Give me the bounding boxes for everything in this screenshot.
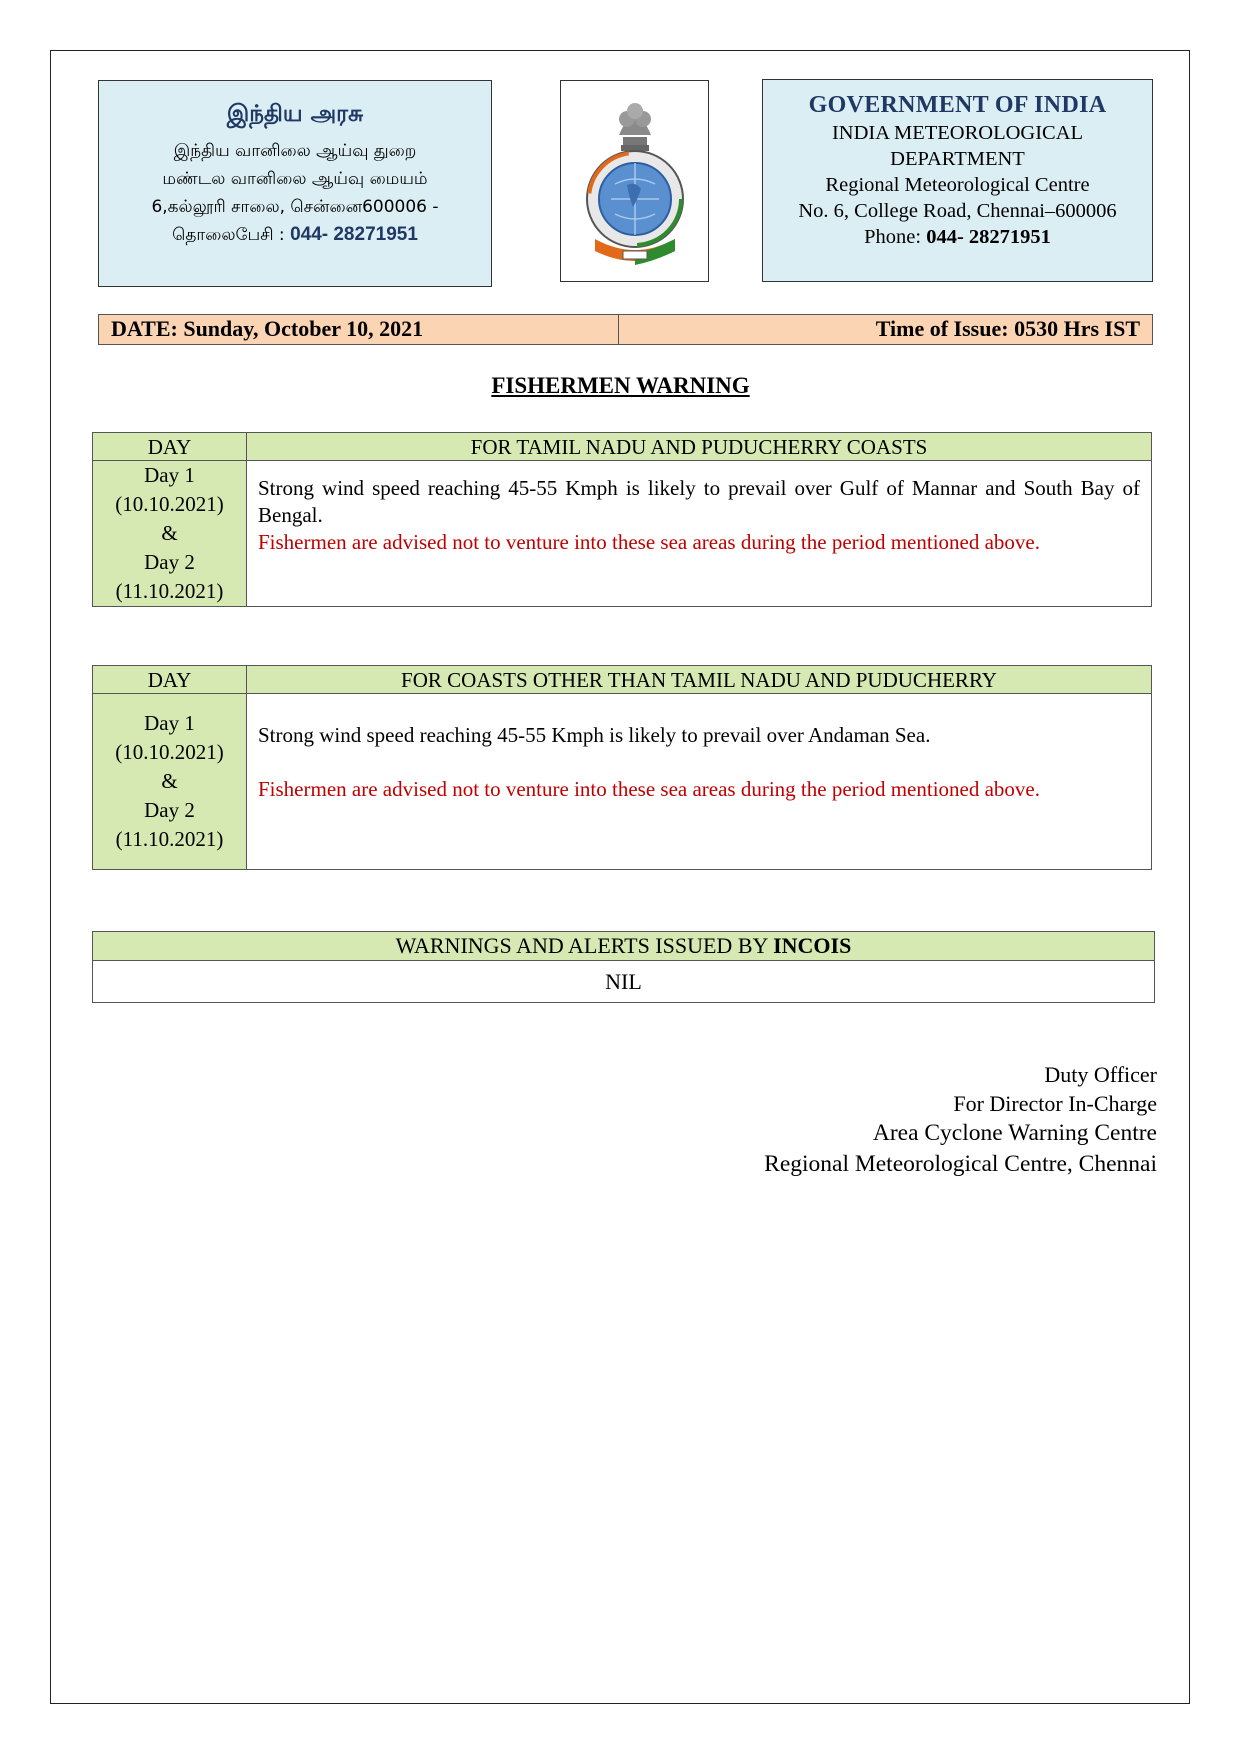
time-value: 0530 Hrs IST xyxy=(1014,316,1140,341)
table-row xyxy=(93,694,1152,870)
imd-emblem-icon xyxy=(575,89,695,269)
day1-date: (10.10.2021) xyxy=(115,492,224,516)
english-header-title: GOVERNMENT OF INDIA xyxy=(808,92,1107,118)
english-dept-line1: INDIA METEOROLOGICAL xyxy=(831,122,1084,144)
tamilnadu-warning-table xyxy=(92,432,1152,607)
tamil-centre-line: மண்டல வானிலை ஆய்வு மையம் xyxy=(162,169,428,189)
day-ampersand: & xyxy=(161,521,178,545)
warning-text: Strong wind speed reaching 45-55 Kmph is likely to prevail over Gulf of Mannar and South Bay of Bengal. xyxy=(258,476,1140,527)
incois-header-prefix: WARNINGS AND ALERTS ISSUED BY xyxy=(395,933,774,958)
incois-header-bold: INCOIS xyxy=(773,933,852,958)
table-row xyxy=(93,961,1155,1003)
time-of-issue-cell xyxy=(619,315,1152,344)
fishermen-advice: Fishermen are advised not to venture into these sea areas during the period mentioned above. xyxy=(258,530,1041,554)
date-label: DATE: xyxy=(111,316,178,341)
date-cell xyxy=(99,315,619,344)
table-header-row xyxy=(93,433,1152,461)
tamil-phone-line xyxy=(99,221,491,249)
tamil-phone-number: 044- 28271951 xyxy=(290,224,418,245)
date-value: Sunday, October 10, 2021 xyxy=(183,316,424,341)
warning-text-cell xyxy=(247,461,1152,607)
date-bar xyxy=(98,314,1153,345)
region-column-header: FOR TAMIL NADU AND PUDUCHERRY COASTS xyxy=(247,433,1152,461)
region-column-header: FOR COASTS OTHER THAN TAMIL NADU AND PUDUCHERRY xyxy=(247,666,1152,694)
day-cell xyxy=(93,461,247,607)
english-phone-line xyxy=(763,224,1152,250)
signature-line1: Duty Officer xyxy=(1044,1062,1157,1087)
fishermen-advice: Fishermen are advised not to venture into these sea areas during the period mentioned above. xyxy=(258,777,1041,801)
day2-date: (11.10.2021) xyxy=(115,827,224,851)
tamil-header-title: இந்திய அரசு xyxy=(226,101,364,127)
section-title xyxy=(0,373,1241,399)
day-column-header: DAY xyxy=(93,433,247,461)
tamil-address-line: 6,கல்லூரி சாலை, சென்னை600006 - xyxy=(151,197,439,217)
incois-header xyxy=(93,932,1155,961)
table-header-row xyxy=(93,666,1152,694)
day2-label: Day 2 xyxy=(144,550,195,574)
other-coasts-warning-table xyxy=(92,665,1152,870)
page-border xyxy=(50,50,1190,1704)
day-cell xyxy=(93,694,247,870)
incois-value: NIL xyxy=(93,961,1155,1003)
table-header-row xyxy=(93,932,1155,961)
tamil-phone-label: தொலைபேசி : xyxy=(172,225,291,245)
signature-block xyxy=(764,1060,1157,1180)
day2-date: (11.10.2021) xyxy=(115,579,224,603)
day1-date: (10.10.2021) xyxy=(115,740,224,764)
table-row xyxy=(93,461,1152,607)
fishermen-warning-title: FISHERMEN WARNING xyxy=(491,373,750,398)
day-column-header: DAY xyxy=(93,666,247,694)
day2-label: Day 2 xyxy=(144,798,195,822)
signature-line3: Area Cyclone Warning Centre xyxy=(872,1120,1157,1146)
warning-text: Strong wind speed reaching 45-55 Kmph is likely to prevail over Andaman Sea. xyxy=(258,723,931,747)
english-phone-number: 044- 28271951 xyxy=(926,226,1051,248)
warning-text-cell xyxy=(247,694,1152,870)
tamil-dept-line: இந்திய வானிலை ஆய்வு துறை xyxy=(173,141,417,161)
english-address-line: No. 6, College Road, Chennai–600006 xyxy=(798,200,1117,222)
english-centre-line: Regional Meteorological Centre xyxy=(825,174,1090,196)
tamil-header-box xyxy=(98,80,492,287)
time-label: Time of Issue: xyxy=(875,316,1009,341)
day-ampersand: & xyxy=(161,769,178,793)
day1-label: Day 1 xyxy=(144,463,195,487)
english-header-box xyxy=(762,79,1153,282)
signature-line4: Regional Meteorological Centre, Chennai xyxy=(764,1151,1157,1177)
imd-logo-box xyxy=(560,80,709,282)
signature-line2: For Director In-Charge xyxy=(953,1091,1157,1116)
english-dept-line2: DEPARTMENT xyxy=(890,148,1025,170)
day1-label: Day 1 xyxy=(144,711,195,735)
english-phone-label: Phone: xyxy=(864,226,927,248)
incois-alerts-table xyxy=(92,931,1155,1003)
